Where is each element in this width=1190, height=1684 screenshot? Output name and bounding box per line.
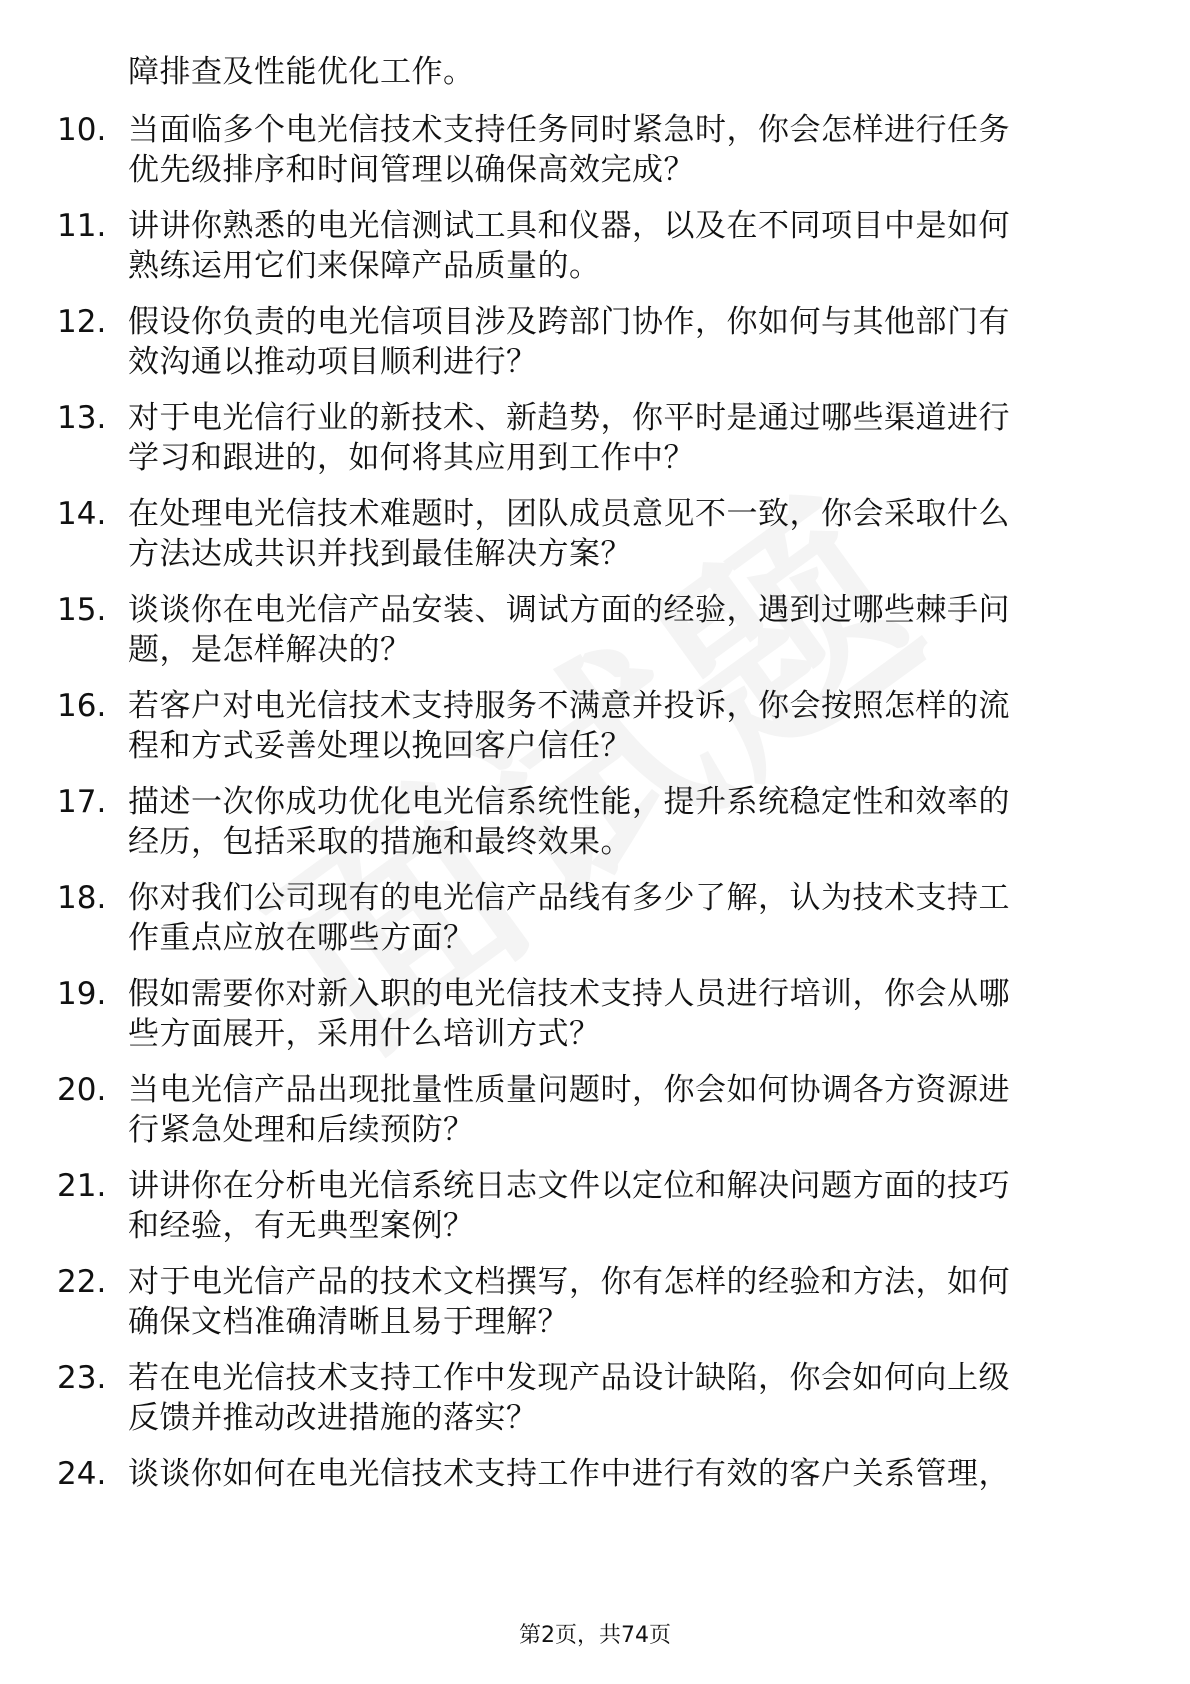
question-line: 确保文档准确清晰且易于理解？ (128, 1304, 569, 1340)
question-line: 在处理电光信技术难题时，团队成员意见不一致，你会采取什么 (128, 496, 1010, 532)
question-line: 作重点应放在哪些方面？ (128, 920, 475, 956)
question-item (0, 686, 1190, 766)
question-text (128, 590, 1128, 670)
question-item (0, 590, 1190, 670)
question-text (128, 302, 1128, 382)
question-item (0, 1070, 1190, 1150)
question-number: 17. (57, 784, 107, 820)
question-number: 15. (57, 592, 107, 628)
question-item (0, 302, 1190, 382)
question-number: 10. (57, 112, 107, 148)
question-text (128, 1358, 1128, 1438)
question-number: 20. (57, 1072, 107, 1108)
question-line: 程和方式妥善处理以挽回客户信任？ (128, 728, 632, 764)
question-item (0, 1262, 1190, 1342)
question-number: 19. (57, 976, 107, 1012)
question-line: 行紧急处理和后续预防？ (128, 1112, 475, 1148)
question-line: 你对我们公司现有的电光信产品线有多少了解，认为技术支持工 (128, 880, 1010, 916)
question-line: 对于电光信行业的新技术、新趋势，你平时是通过哪些渠道进行 (128, 400, 1010, 436)
question-item (0, 494, 1190, 574)
question-text (128, 878, 1128, 958)
question-number: 23. (57, 1360, 107, 1396)
question-item (0, 1358, 1190, 1438)
question-line: 效沟通以推动项目顺利进行？ (128, 344, 538, 380)
question-line: 方法达成共识并找到最佳解决方案？ (128, 536, 632, 572)
question-number: 24. (57, 1456, 107, 1492)
question-item (0, 398, 1190, 478)
question-line: 若客户对电光信技术支持服务不满意并投诉，你会按照怎样的流 (128, 688, 1010, 724)
question-number: 13. (57, 400, 107, 436)
question-text (128, 206, 1128, 286)
question-number: 11. (57, 208, 107, 244)
question-line: 假设你负责的电光信项目涉及跨部门协作，你如何与其他部门有 (128, 304, 1010, 340)
question-line: 经历，包括采取的措施和最终效果。 (128, 824, 632, 860)
question-text (128, 1454, 1128, 1494)
question-line: 讲讲你熟悉的电光信测试工具和仪器，以及在不同项目中是如何 (128, 208, 1010, 244)
question-line: 对于电光信产品的技术文档撰写，你有怎样的经验和方法，如何 (128, 1264, 1010, 1300)
question-number: 18. (57, 880, 107, 916)
question-line: 和经验，有无典型案例？ (128, 1208, 475, 1244)
question-line: 些方面展开，采用什么培训方式？ (128, 1016, 601, 1052)
question-line: 描述一次你成功优化电光信系统性能，提升系统稳定性和效率的 (128, 784, 1010, 820)
question-item (0, 974, 1190, 1054)
question-item (0, 782, 1190, 862)
question-text (128, 1070, 1128, 1150)
question-line: 熟练运用它们来保障产品质量的。 (128, 248, 601, 284)
question-text (128, 398, 1128, 478)
question-line: 谈谈你在电光信产品安装、调试方面的经验，遇到过哪些棘手问 (128, 592, 1010, 628)
question-text (128, 110, 1128, 190)
question-item (0, 1166, 1190, 1246)
question-line: 当面临多个电光信技术支持任务同时紧急时，你会怎样进行任务 (128, 112, 1010, 148)
question-item (0, 878, 1190, 958)
question-text (128, 1262, 1128, 1342)
question-text (128, 494, 1128, 574)
question-line: 学习和跟进的，如何将其应用到工作中？ (128, 440, 695, 476)
continuation-text: 障排查及性能优化工作。 (128, 54, 475, 90)
question-number: 16. (57, 688, 107, 724)
page-footer: 第2页，共74页 (519, 1623, 671, 1648)
question-line: 假如需要你对新入职的电光信技术支持人员进行培训，你会从哪 (128, 976, 1010, 1012)
question-number: 22. (57, 1264, 107, 1300)
question-line: 讲讲你在分析电光信系统日志文件以定位和解决问题方面的技巧 (128, 1168, 1010, 1204)
question-text (128, 782, 1128, 862)
question-line: 谈谈你如何在电光信技术支持工作中进行有效的客户关系管理， (128, 1456, 1010, 1492)
question-line: 反馈并推动改进措施的落实？ (128, 1400, 538, 1436)
question-text (128, 974, 1128, 1054)
question-line: 题，是怎样解决的？ (128, 632, 412, 668)
question-item (0, 110, 1190, 190)
question-line: 优先级排序和时间管理以确保高效完成？ (128, 152, 695, 188)
question-item (0, 206, 1190, 286)
question-number: 12. (57, 304, 107, 340)
question-item (0, 1454, 1190, 1494)
question-text (128, 686, 1128, 766)
question-line: 当电光信产品出现批量性质量问题时，你会如何协调各方资源进 (128, 1072, 1010, 1108)
question-text (128, 1166, 1128, 1246)
question-number: 21. (57, 1168, 107, 1204)
question-number: 14. (57, 496, 107, 532)
question-line: 若在电光信技术支持工作中发现产品设计缺陷，你会如何向上级 (128, 1360, 1010, 1396)
